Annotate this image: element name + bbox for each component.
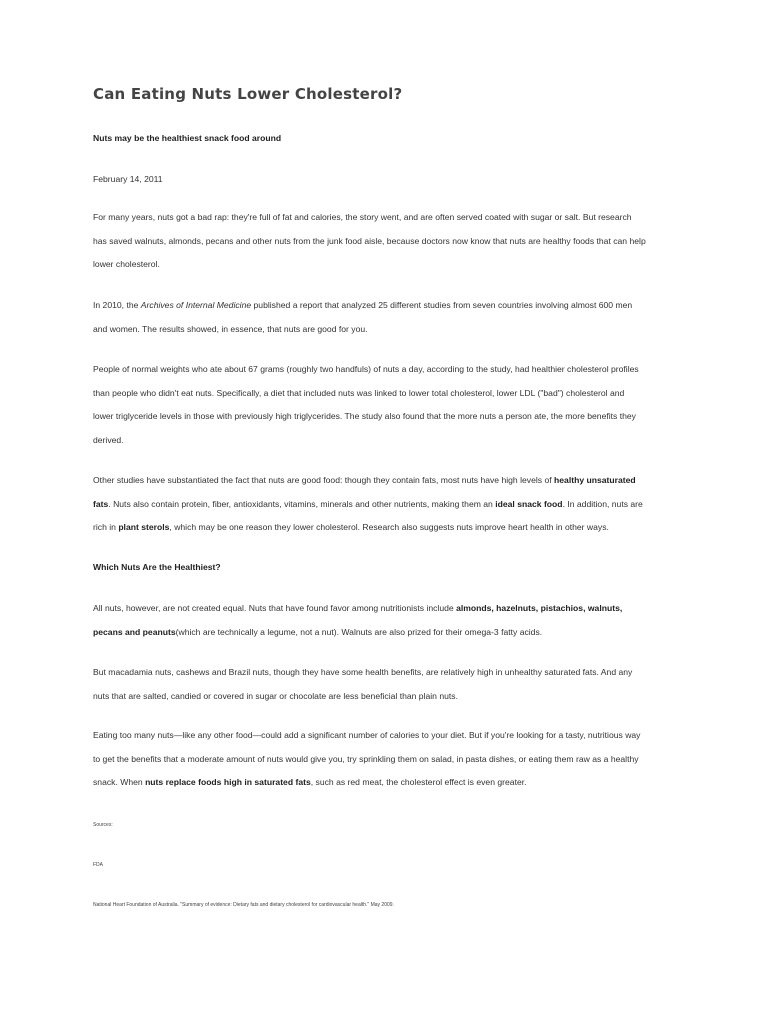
bold-phrase: nuts replace foods high in saturated fats (145, 777, 311, 787)
article-subtitle: Nuts may be the healthiest snack food around (93, 133, 282, 143)
paragraph-3-line-2: than people who didn't eat nuts. Specifically, a diet that included nuts was linked to lower total cholesterol, lower LDL ("bad") cholesterol and (93, 387, 625, 398)
paragraph-7-text: snack. When (93, 777, 146, 787)
paragraph-1 (93, 206, 683, 277)
sources-label: Sources: (93, 822, 113, 828)
paragraph-4-text: . Nuts also contain protein, fiber, antioxidants, vitamins, minerals and other nutrients, making them an (108, 498, 496, 509)
paragraph-5-text: (which are technically a legume, not a nut). Walnuts are also prized for their omega-3 fatty acids. (175, 626, 543, 637)
bold-phrase: pecans and peanuts (93, 626, 176, 637)
paragraph-2-line-2: and women. The results showed, in essence, that nuts are good for you. (93, 323, 368, 334)
section-heading: Which Nuts Are the Healthiest? (93, 562, 221, 572)
article-title: Can Eating Nuts Lower Cholesterol? (93, 85, 403, 103)
paragraph-1-line-1: For many years, nuts got a bad rap: they're full of fat and calories, the story went, and are often served coated with sugar or salt. But research (93, 212, 632, 222)
bold-phrase: almonds, hazelnuts, pistachios, walnuts, (456, 603, 623, 613)
paragraph-1-line-2: has saved walnuts, almonds, pecans and other nuts from the junk food aisle, because doctors now know that nuts are healthy foods that can help (93, 235, 646, 246)
paragraph-1-line-3: lower cholesterol. (93, 259, 160, 269)
paragraph-5 (93, 597, 683, 644)
paragraph-3-line-1: People of normal weights who ate about 67 grams (roughly two handfuls) of nuts a day, according to the study, had healthier cholesterol profiles (93, 364, 639, 374)
paragraph-4-text: rich in (93, 522, 119, 532)
paragraph-6-line-1: But macadamia nuts, cashews and Brazil nuts, though they have some health benefits, are relatively high in unhealthy saturated fats. And any (93, 667, 633, 677)
journal-name: Archives of Internal Medicine (140, 300, 252, 310)
paragraph-3 (93, 358, 683, 452)
bold-phrase: ideal snack food (495, 498, 563, 509)
article-date: February 14, 2011 (93, 174, 163, 184)
paragraph-7-text: , such as red meat, the cholesterol effect is even greater. (310, 777, 527, 787)
bold-phrase: plant sterols (118, 522, 170, 532)
bold-phrase: healthy unsaturated (554, 475, 636, 485)
paragraph-2-text: published a report that analyzed 25 different studies from seven countries involving almost 600 men (251, 300, 633, 310)
paragraph-3-line-3: lower triglyceride levels in those with previously high triglycerides. The study also found that the more nuts a person ate, the more benefits they (93, 411, 636, 421)
paragraph-6 (93, 661, 683, 708)
paragraph-3-line-4: derived. (93, 434, 124, 445)
paragraph-4-text: Other studies have substantiated the fact that nuts are good food: though they contain fats, most nuts have high levels of (93, 475, 555, 485)
source-fda: FDA (93, 862, 103, 868)
paragraph-7 (93, 724, 683, 795)
paragraph-6-line-2: nuts that are salted, candied or covered in sugar or chocolate are less beneficial than plain nuts. (93, 690, 458, 701)
paragraph-5-text: All nuts, however, are not created equal. Nuts that have found favor among nutritionists include (93, 603, 457, 613)
paragraph-4-text: , which may be one reason they lower cholesterol. Research also suggests nuts improve heart health in other ways. (169, 522, 609, 532)
paragraph-4 (93, 469, 683, 540)
paragraph-7-line-1: Eating too many nuts—like any other food—could add a significant number of calories to your diet. But if you're looking for a tasty, nutritious way (93, 730, 641, 740)
paragraph-2 (93, 294, 683, 341)
paragraph-2-text: In 2010, the (93, 300, 141, 310)
source-heart-foundation: National Heart Foundation of Australia. "Summary of evidence: Dietary fats and dietary cholesterol for cardiovascular health." May 2009. (93, 902, 394, 908)
paragraph-4-text: . In addition, nuts are (562, 498, 643, 509)
paragraph-7-line-2: to get the benefits that a moderate amount of nuts would give you, try sprinkling them on salad, in pasta dishes, or eating them raw as a healthy (93, 753, 639, 764)
bold-phrase: fats (93, 498, 109, 509)
